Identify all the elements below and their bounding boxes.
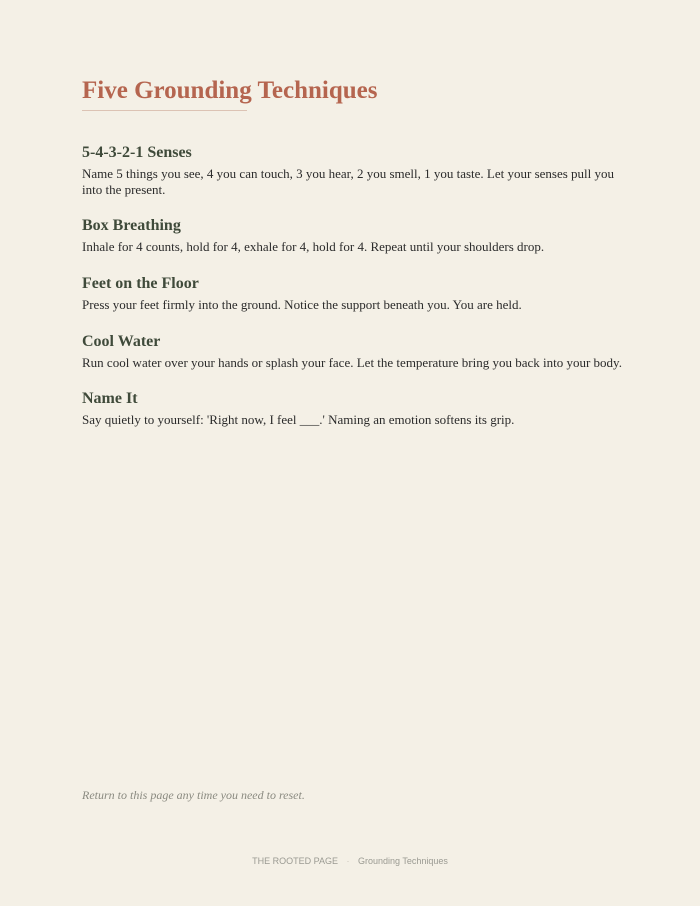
section-body: Press your feet firmly into the ground. Notice the support beneath you. You are held. — [82, 297, 522, 312]
section-heading: Feet on the Floor — [82, 275, 199, 292]
section-heading: Cool Water — [82, 333, 161, 350]
section-cool-water — [82, 332, 622, 371]
page-footer — [0, 856, 700, 866]
footer-brand: THE ROOTED PAGE — [252, 856, 338, 866]
section-name-it — [82, 389, 622, 428]
section-body: Name 5 things you see, 4 you can touch, 3 you hear, 2 you smell, 1 you taste. Let your senses pull you into the present. — [82, 166, 615, 197]
section-senses — [82, 143, 622, 198]
section-box-breathing — [82, 216, 622, 255]
section-heading: Box Breathing — [82, 217, 181, 234]
section-feet-on-floor — [82, 274, 622, 313]
section-body: Say quietly to yourself: 'Right now, I feel ___.' Naming an emotion softens its grip. — [82, 412, 515, 427]
closing-note: Return to this page any time you need to reset. — [82, 788, 305, 802]
section-body: Inhale for 4 counts, hold for 4, exhale for 4, hold for 4. Repeat until your shoulders drop. — [82, 239, 545, 254]
section-body: Run cool water over your hands or splash your face. Let the temperature bring you back into your body. — [82, 355, 622, 370]
section-heading: 5-4-3-2-1 Senses — [82, 144, 192, 161]
footer-page-name: Grounding Techniques — [357, 856, 448, 866]
page-title: Five Grounding Techniques — [82, 77, 378, 104]
title-underline — [82, 110, 247, 111]
footer-separator: · — [346, 856, 350, 866]
section-heading: Name It — [82, 390, 138, 407]
